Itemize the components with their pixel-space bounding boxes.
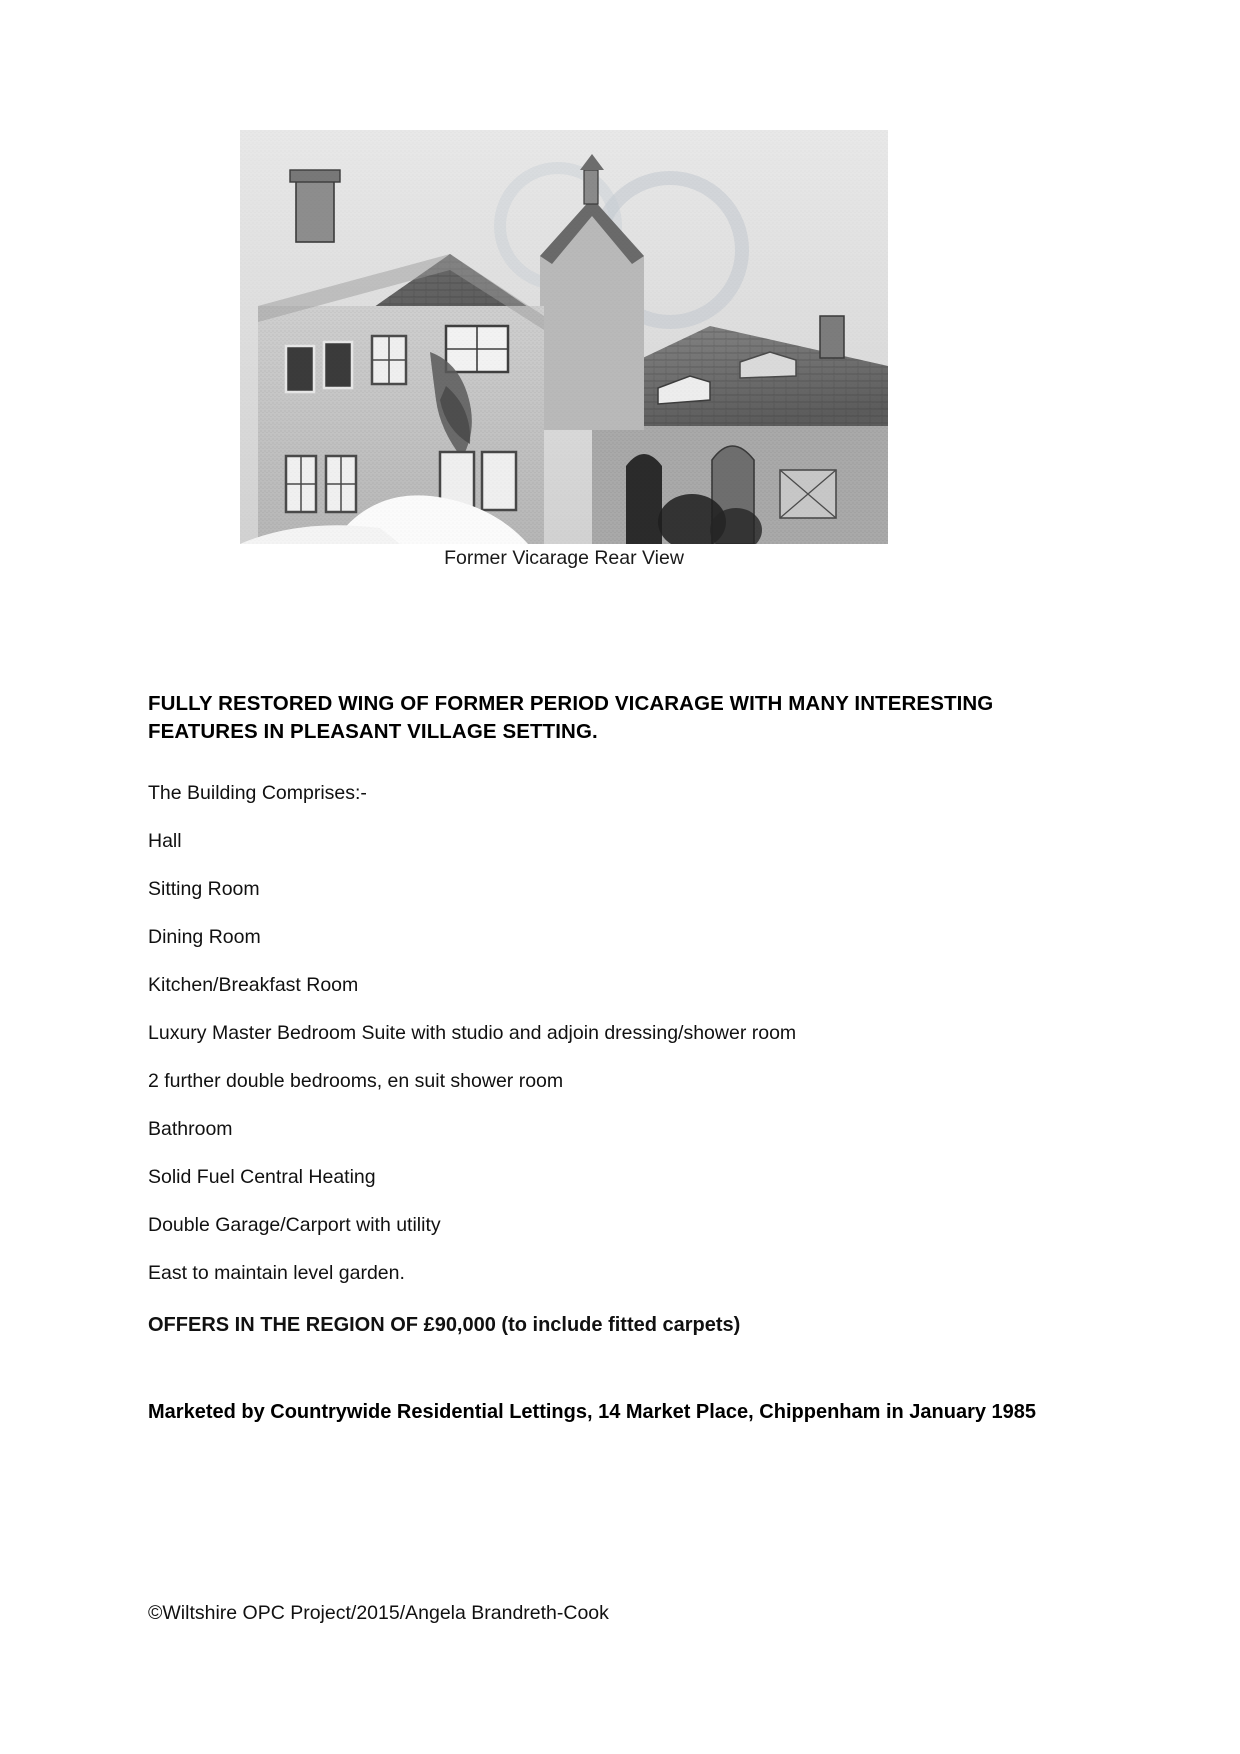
headline: FULLY RESTORED WING OF FORMER PERIOD VICARAGE WITH MANY INTERESTING FEATURES IN PLEASANT VILLAGE SETTING.: [148, 692, 994, 743]
photograph-image: [240, 130, 888, 544]
list-item: Solid Fuel Central Heating: [148, 1166, 376, 1188]
list-item: East to maintain level garden.: [148, 1262, 405, 1284]
list-item: 2 further double bedrooms, en suit shower room: [148, 1070, 564, 1092]
list-item: Luxury Master Bedroom Suite with studio and adjoin dressing/shower room: [148, 1022, 797, 1044]
intro-line: The Building Comprises:-: [148, 782, 367, 804]
list-item: Kitchen/Breakfast Room: [148, 974, 359, 996]
list-item: Bathroom: [148, 1118, 233, 1140]
offers-price: OFFERS IN THE REGION OF £90,000 (to include fitted carpets): [148, 1314, 741, 1336]
former-vicarage-photo: [240, 130, 888, 544]
list-item: Hall: [148, 830, 182, 852]
copyright-footer: ©Wiltshire OPC Project/2015/Angela Brandreth-Cook: [148, 1602, 609, 1624]
marketed-by: Marketed by Countrywide Residential Lettings, 14 Market Place, Chippenham in January 1985: [148, 1401, 1037, 1423]
photo-caption: Former Vicarage Rear View: [444, 547, 684, 569]
list-item: Sitting Room: [148, 878, 260, 900]
document-body: [148, 690, 1088, 1338]
list-item: Double Garage/Carport with utility: [148, 1214, 441, 1236]
list-item: Dining Room: [148, 926, 261, 948]
